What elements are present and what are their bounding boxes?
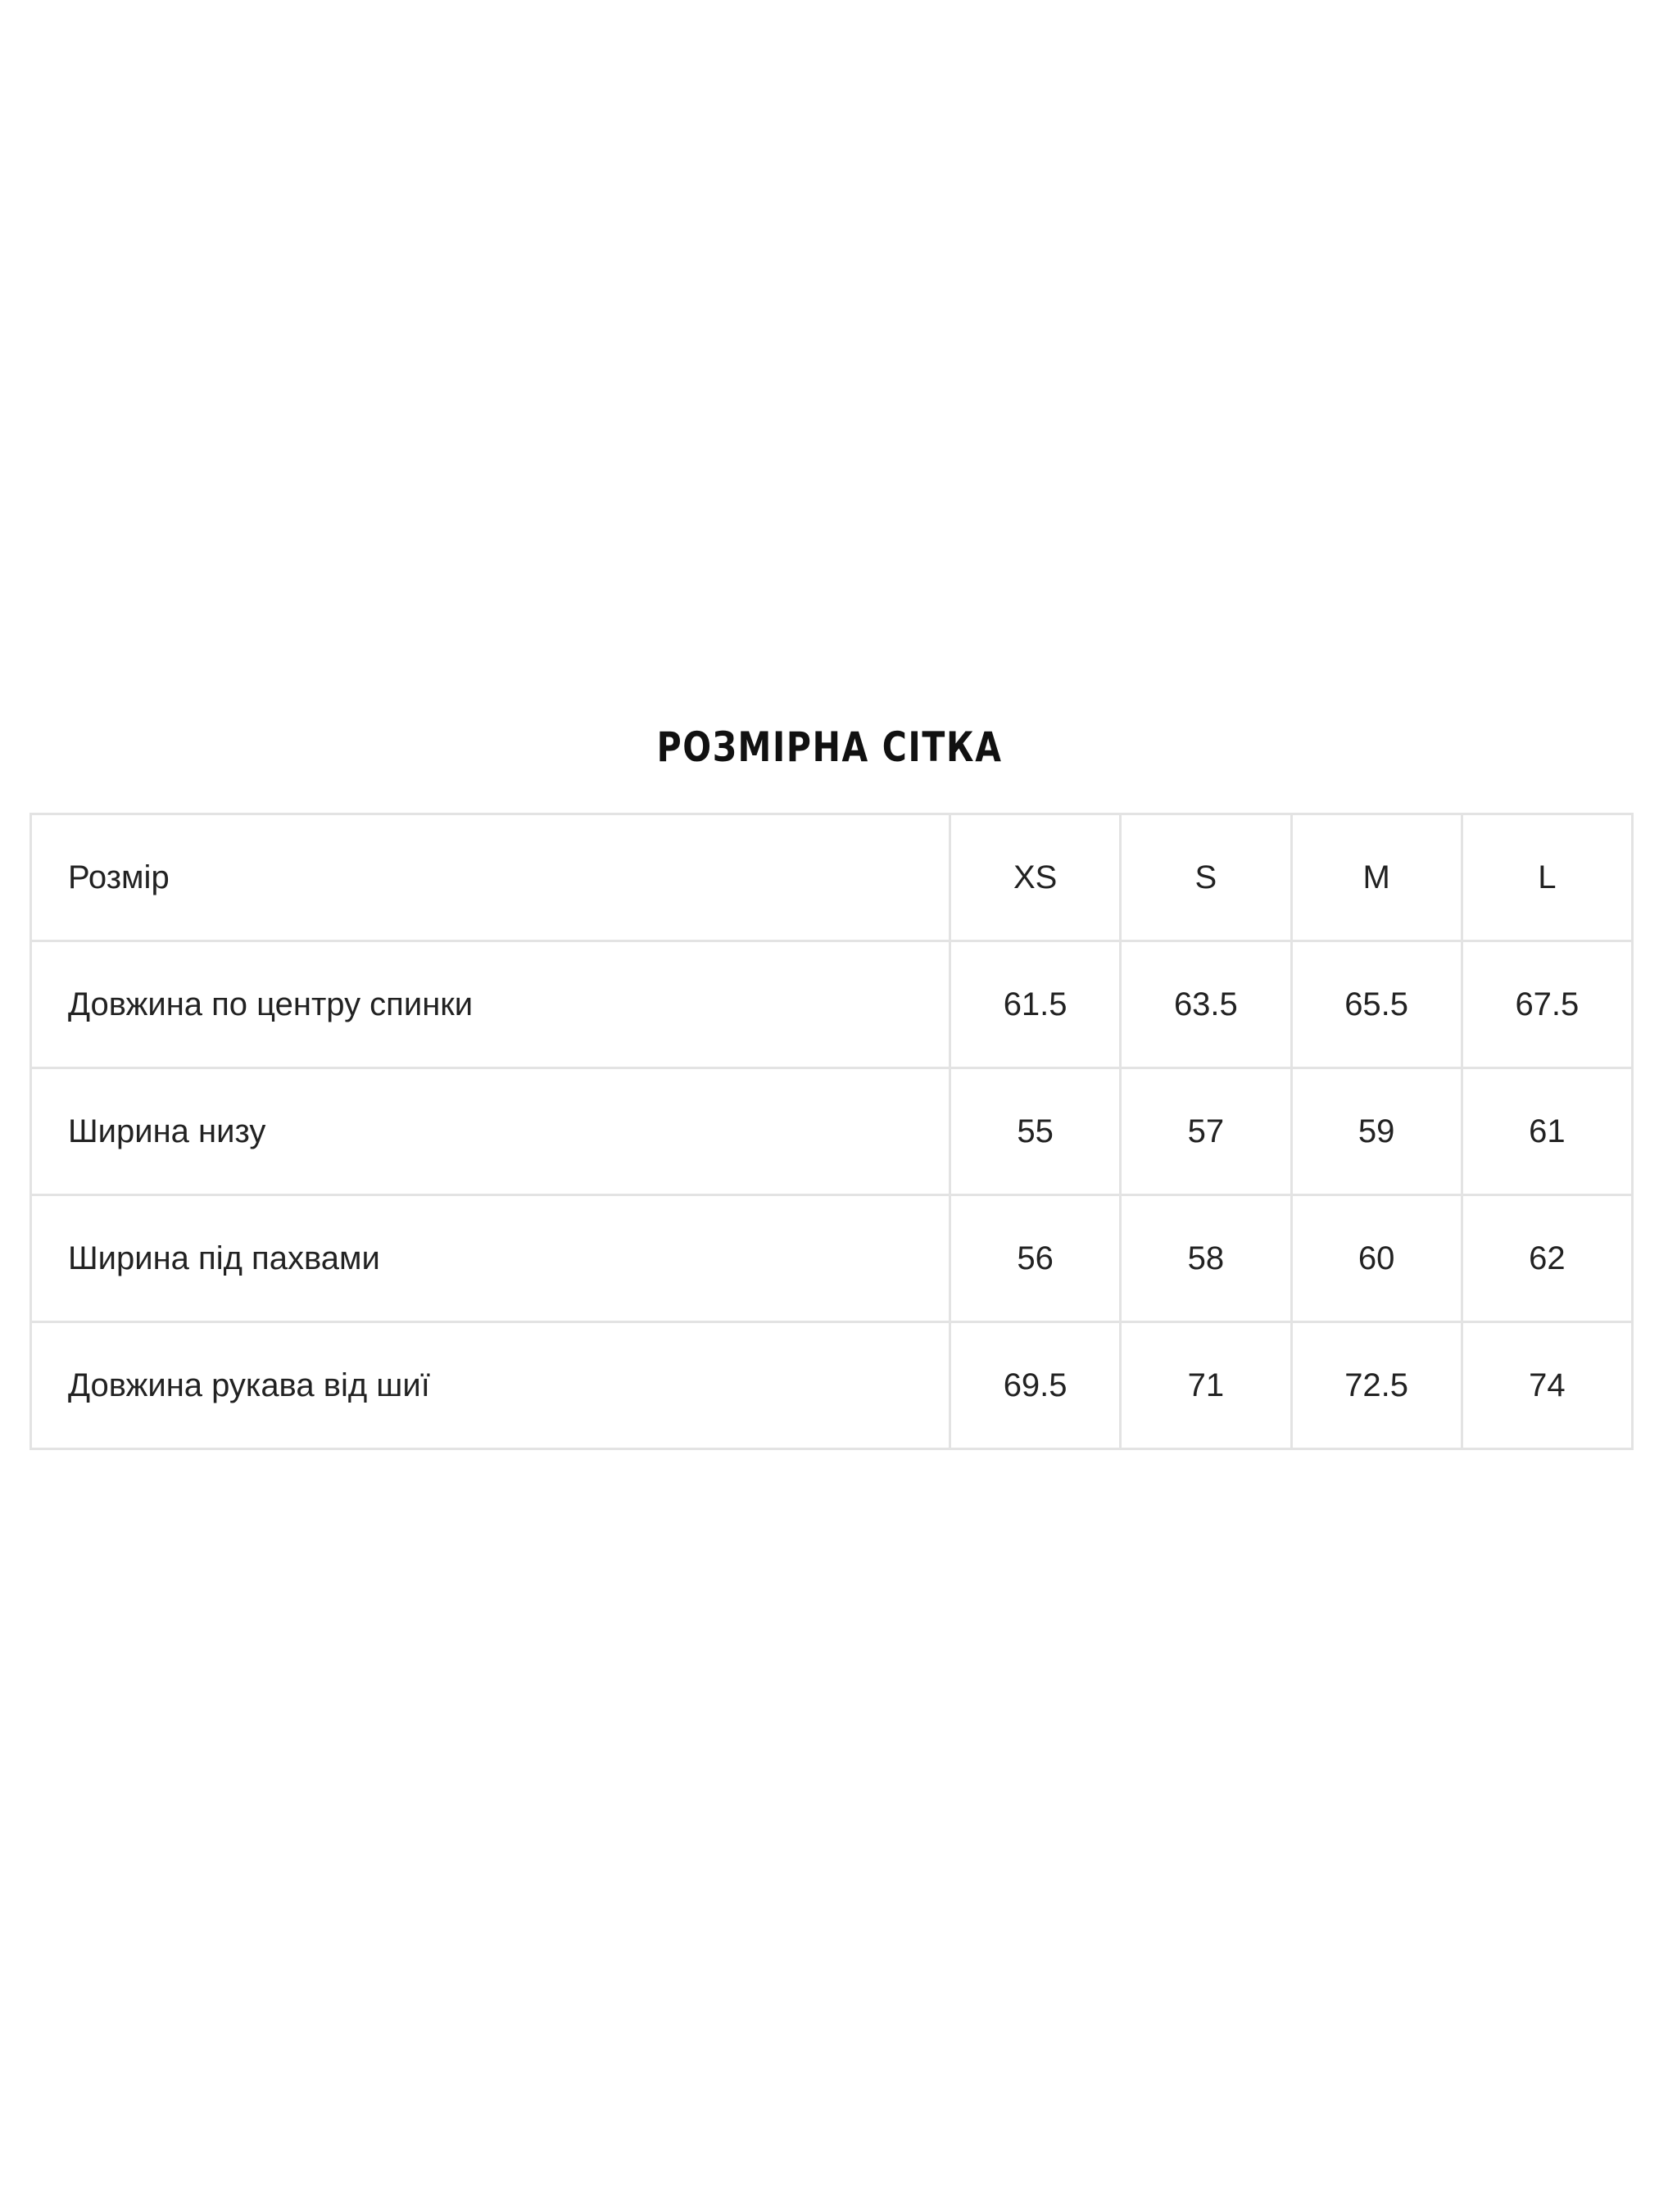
table-header-row xyxy=(31,814,1633,941)
header-cell-size: Розмір xyxy=(31,814,950,941)
table-row xyxy=(31,1068,1633,1195)
table-row xyxy=(31,1322,1633,1449)
cell-value: 58 xyxy=(1121,1195,1291,1322)
table-row xyxy=(31,941,1633,1068)
cell-value: 65.5 xyxy=(1291,941,1462,1068)
page-title: РОЗМІРНА СІТКА xyxy=(656,723,1003,771)
row-label: Ширина низу xyxy=(31,1068,950,1195)
cell-value: 56 xyxy=(950,1195,1121,1322)
cell-value: 72.5 xyxy=(1291,1322,1462,1449)
table-row xyxy=(31,1195,1633,1322)
row-label: Довжина по центру спинки xyxy=(31,941,950,1068)
cell-value: 61 xyxy=(1462,1068,1632,1195)
cell-value: 61.5 xyxy=(950,941,1121,1068)
row-label: Довжина рукава від шиї xyxy=(31,1322,950,1449)
header-cell-s: S xyxy=(1121,814,1291,941)
cell-value: 67.5 xyxy=(1462,941,1632,1068)
cell-value: 69.5 xyxy=(950,1322,1121,1449)
row-label: Ширина під пахвами xyxy=(31,1195,950,1322)
header-cell-l: L xyxy=(1462,814,1632,941)
size-table xyxy=(29,813,1634,1450)
cell-value: 74 xyxy=(1462,1322,1632,1449)
cell-value: 59 xyxy=(1291,1068,1462,1195)
header-cell-xs: XS xyxy=(950,814,1121,941)
cell-value: 55 xyxy=(950,1068,1121,1195)
cell-value: 57 xyxy=(1121,1068,1291,1195)
cell-value: 71 xyxy=(1121,1322,1291,1449)
cell-value: 63.5 xyxy=(1121,941,1291,1068)
header-cell-m: M xyxy=(1291,814,1462,941)
cell-value: 62 xyxy=(1462,1195,1632,1322)
cell-value: 60 xyxy=(1291,1195,1462,1322)
